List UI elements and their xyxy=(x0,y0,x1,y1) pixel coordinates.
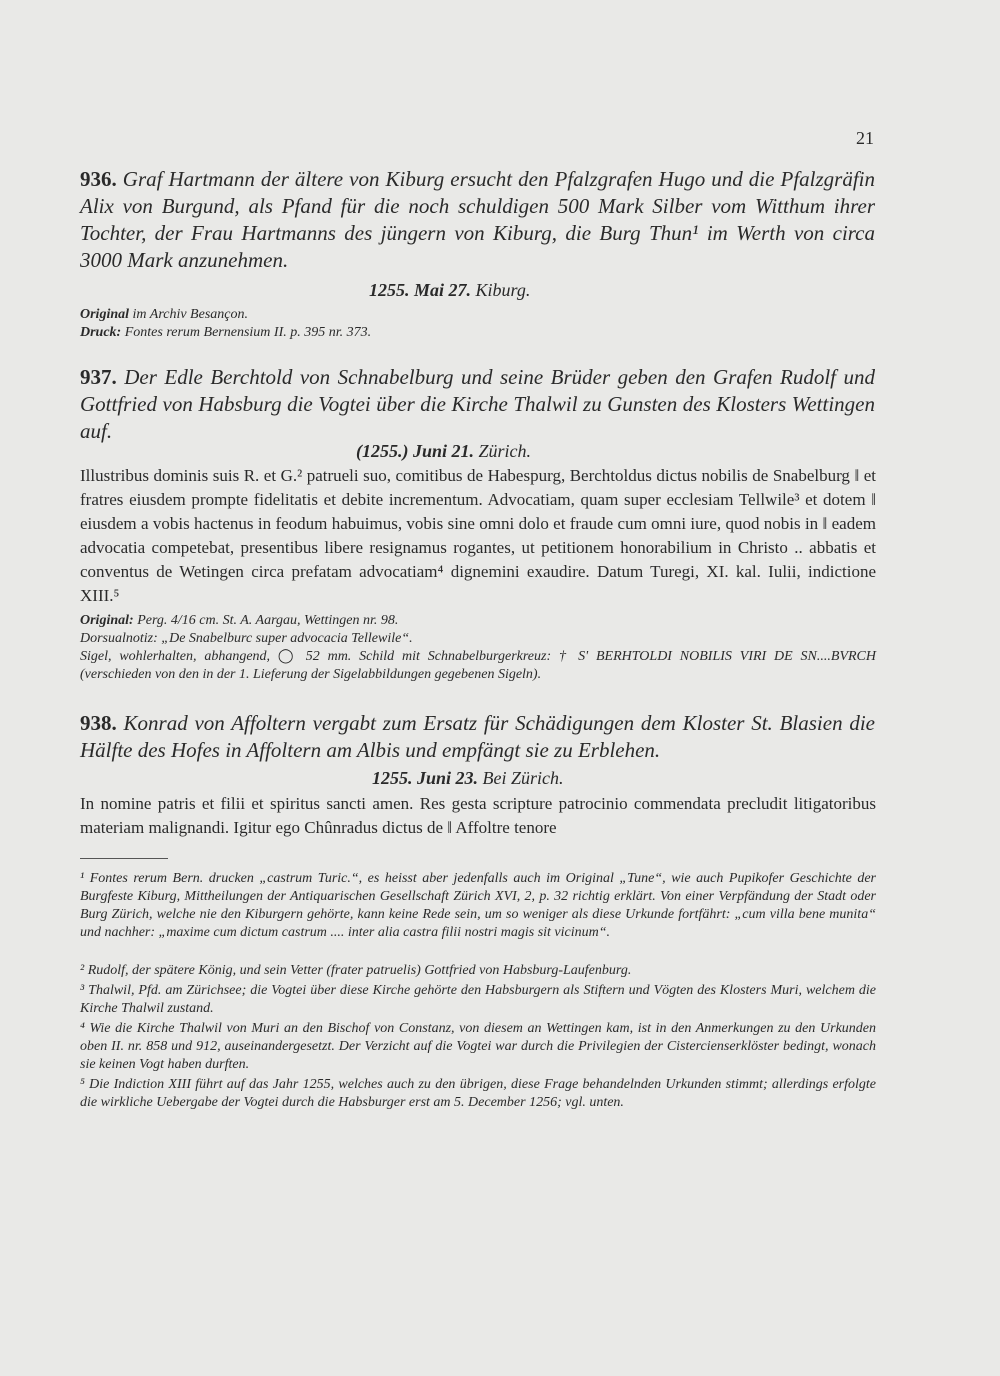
entry-938-text: In nomine patris et filii et spiritus sancti amen. Res gesta scripture patrocinio commendata precludit litigatoribus materiam malignandi. Igitur ego Chûnradus dictus de ‖ Affoltre tenore xyxy=(80,794,876,837)
entry-936-number: 936. xyxy=(80,167,117,191)
footnote-4: ⁴ Wie die Kirche Thalwil von Muri an den Bischof von Constanz, von diesem an Wettingen kam, ist in den Anmerkungen zu den Urkunden oben II. nr. 858 und 912, auseinandergesetzt. Der Verzicht auf die Vogtei war durch die Privilegien der Cistercienserklöster bedingt, wonach sie keinen Vogt haben durften. xyxy=(80,1021,876,1072)
entry-937-number: 937. xyxy=(80,365,117,389)
entry-938-title: Konrad von Affoltern vergabt zum Ersatz für Schädigungen dem Kloster St. Blasien die Hälfte des Hofes in Affoltern am Albis und empfängt sie zu Erblehen. xyxy=(80,711,875,762)
entry-936-title: Graf Hartmann der ältere von Kiburg ersucht den Pfalzgrafen Hugo und die Pfalzgräfin Alix von Burgund, als Pfand für die noch schuldigen 500 Mark Silber vom Witthum ihrer Tochter, der Frau Hartmanns des jüngern von Kiburg, die Burg Thun¹ im Werth von circa 3000 Mark anzunehmen. xyxy=(80,167,876,272)
entry-938-date: 1255. Juni 23. xyxy=(372,768,479,788)
entry-937-title: Der Edle Berchtold von Schnabelburg und seine Brüder geben den Grafen Rudolf und Gottfried von Habsburg die Vogtei über die Kirche Thalwil zu Gunsten des Klosters Wettingen auf. xyxy=(80,365,875,443)
entry-937-dorsual xyxy=(80,630,880,648)
footnote-5: ⁵ Die Indiction XIII führt auf das Jahr 1255, welches auch zu den übrigen, diese Frage behandelnden Urkunden stimmt; allerdings erfolgte die wirkliche Uebergabe der Vogtei durch die Habsburger erst am 5. December 1256; vgl. unten. xyxy=(80,1077,876,1110)
entry-938-number: 938. xyxy=(80,711,117,735)
entry-936-date-line xyxy=(369,280,530,301)
entry-936-original-label: Original xyxy=(80,307,130,322)
entry-936-original xyxy=(80,306,880,324)
entry-938-heading xyxy=(80,710,875,764)
footnote-divider xyxy=(80,858,168,859)
entry-937-sigel: Sigel, wohlerhalten, abhangend, ◯ 52 mm. Schild mit Schnabelburgerkreuz: † S' BERHTOLDI NOBILIS VIRI DE SN....BVRCH (verschieden von den in der 1. Lieferung der Sigelabbildungen gegebenen Sigeln). xyxy=(80,649,876,682)
footnote-1: ¹ Fontes rerum Bern. drucken „castrum Turic.“, es heisst aber jedenfalls auch im Original „Tune“, wie auch Pupikofer Geschichte der Burgfeste Kiburg, Mittheilungen der Antiquarischen Gesellschaft Zürich XVI, 2, p. 32 richtig erklärt. Von einer Verpfändung der Stadt oder Burg Zürich, welche nie den Kiburgern gehörte, kann keine Rede sein, um so weniger als diese Urkunde fortfährt: „cum villa bene munita“ und nachher: „maxime cum dictum castrum .... inter alia castra filii nostri magis sit vicinum“. xyxy=(80,871,876,940)
entry-937-heading xyxy=(80,364,875,445)
entry-937-place: Zürich. xyxy=(478,441,532,461)
footnote-2: ² Rudolf, der spätere König, und sein Vetter (frater patruelis) Gottfried von Habsburg-Laufenburg. xyxy=(80,963,632,978)
entry-937-date-line xyxy=(356,441,531,462)
entry-937-dorsual-text: „De Snabelburc super advocacia Tellewile“. xyxy=(157,631,413,646)
entry-938-place: Bei Zürich. xyxy=(482,768,564,788)
entry-936-heading xyxy=(80,166,875,274)
footnote-3: ³ Thalwil, Pfd. am Zürichsee; die Vogtei über diese Kirche gehörte den Habsburgern als Stiftern und Vögten des Klosters Muri, welchem die Kirche Thalwil zustand. xyxy=(80,983,876,1016)
entry-938-date-line xyxy=(372,768,564,789)
page-number: 21 xyxy=(856,128,874,148)
entry-936-druck xyxy=(80,324,880,342)
entry-937-original-text: Perg. 4/16 cm. St. A. Aargau, Wettingen nr. 98. xyxy=(133,613,399,628)
entry-937-original-label: Original: xyxy=(80,613,134,628)
entry-937-original xyxy=(80,612,880,630)
entry-936-date: 1255. Mai 27. xyxy=(369,280,472,300)
entry-936-druck-text: Fontes rerum Bernensium II. p. 395 nr. 373. xyxy=(121,325,372,340)
entry-937-dorsual-label: Dorsualnotiz: xyxy=(80,631,158,646)
entry-937-date: (1255.) Juni 21. xyxy=(356,441,475,461)
entry-936-original-text: im Archiv Besançon. xyxy=(129,307,248,322)
entry-937-text: Illustribus dominis suis R. et G.² patrueli suo, comitibus de Habespurg, Berchtoldus dictus nobilis de Snabelburg ‖ et fratres eiusdem prompte fidelitatis et debite incrementum. Advocatiam, quam super ecclesiam Tellwile³ et dotem ‖ eiusdem a vobis hactenus in feodum habuimus, vobis sine omni dolo et fraude cum omni iure, quod nobis in ‖ eadem advocatia competebat, presentibus libere resignamus rogantes, ut petitionem honorabilium in Christo .. abbatis et conventus de Wetingen circa prefatam advocatiam⁴ dignemini exaudire. Datum Turegi, XI. kal. Iulii, indictione XIII.⁵ xyxy=(80,466,876,605)
entry-936-druck-label: Druck: xyxy=(80,325,122,340)
entry-936-place: Kiburg. xyxy=(475,280,531,300)
